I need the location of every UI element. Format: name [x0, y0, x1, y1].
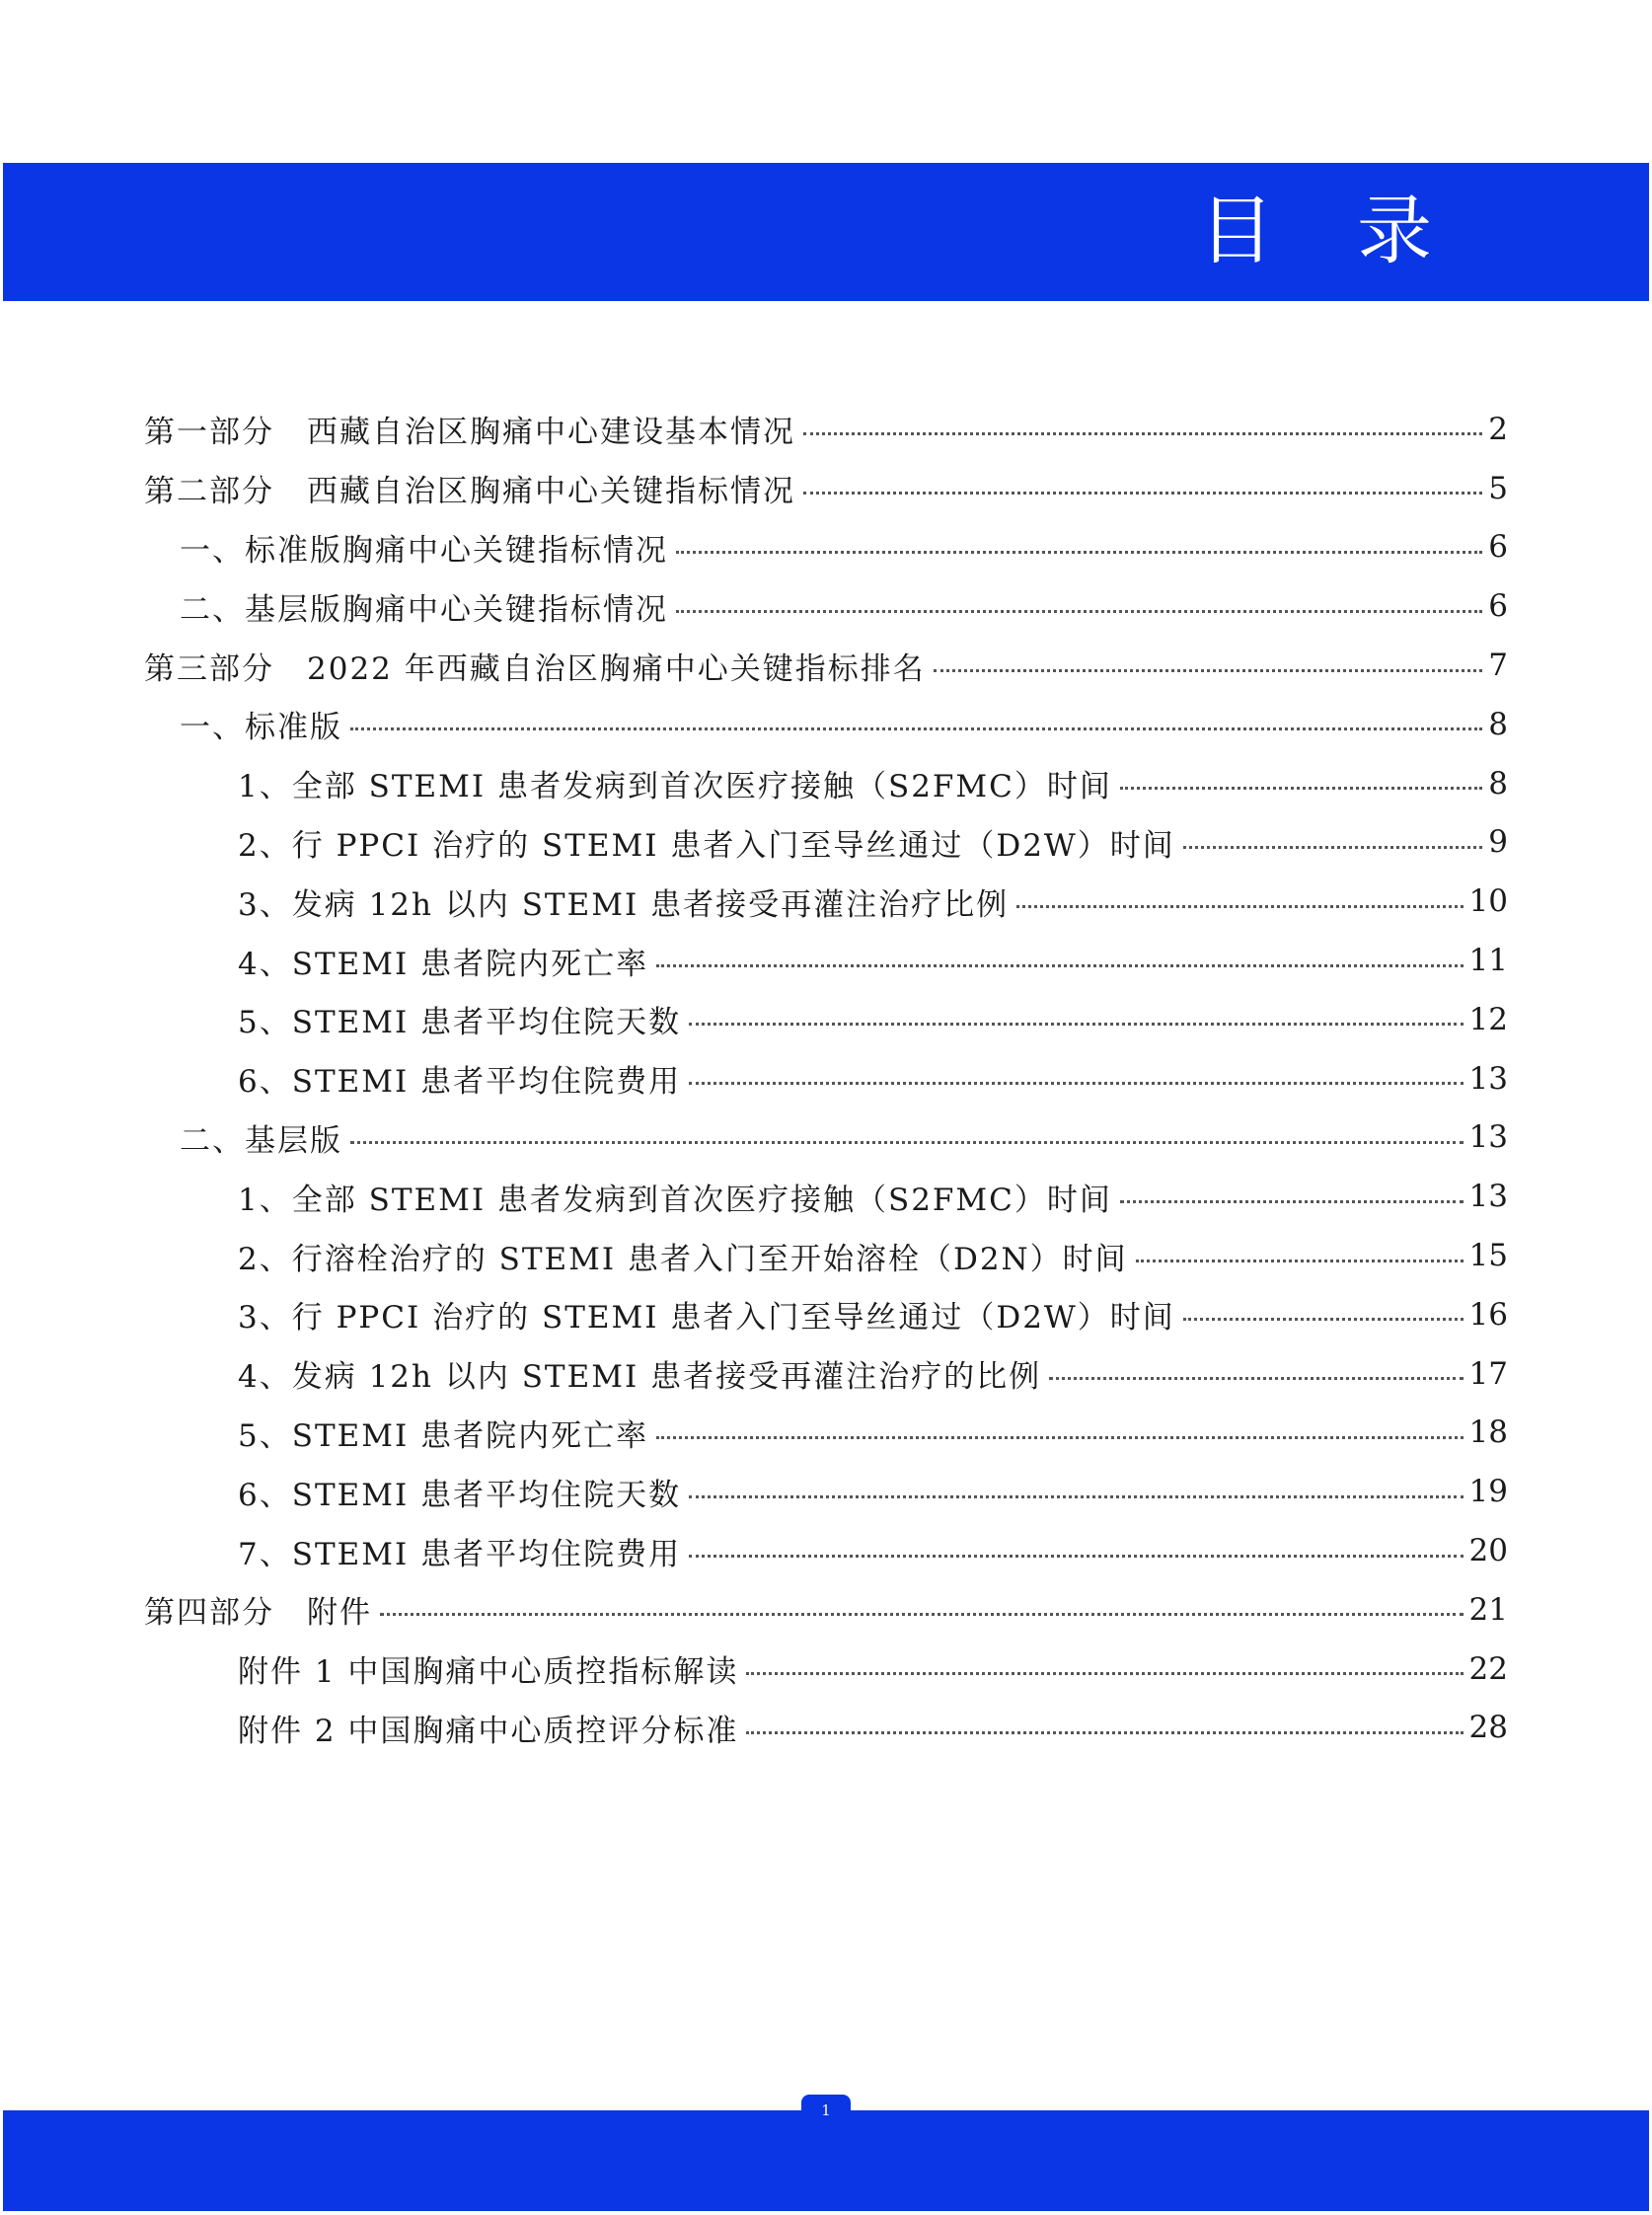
toc-dot-leader [689, 1495, 1463, 1498]
toc-dot-leader [803, 492, 1482, 495]
toc-entry-title: 7、STEMI 患者平均住院费用 [238, 1536, 682, 1572]
toc-entry[interactable] [144, 1344, 1508, 1404]
toc-entry[interactable] [144, 1285, 1508, 1344]
toc-dot-leader [1136, 1260, 1464, 1262]
toc-entry-page: 11 [1468, 943, 1508, 979]
toc-entry-title: 1、全部 STEMI 患者发病到首次医疗接触（S2FMC）时间 [238, 1182, 1112, 1218]
toc-entry[interactable] [144, 931, 1508, 990]
toc-entry-page: 13 [1468, 1119, 1508, 1156]
toc-dot-leader [803, 432, 1482, 435]
toc-entry[interactable] [144, 1167, 1508, 1226]
toc-dot-leader [350, 727, 1482, 730]
toc-entry[interactable] [144, 1699, 1508, 1758]
toc-entry-page: 12 [1468, 1001, 1508, 1037]
toc-entry[interactable] [144, 1049, 1508, 1108]
toc-entry[interactable] [144, 1580, 1508, 1640]
toc-dot-leader [656, 964, 1463, 967]
toc-dot-leader [350, 1141, 1464, 1144]
toc-entry-page: 28 [1468, 1710, 1508, 1746]
page-number: 1 [821, 2101, 831, 2119]
toc-entry[interactable] [144, 695, 1508, 754]
page-title: 目录 [1199, 187, 1515, 274]
toc-entry-title: 4、发病 12h 以内 STEMI 患者接受再灌注治疗的比例 [238, 1359, 1042, 1396]
toc-entry-page: 8 [1488, 706, 1508, 742]
toc-entry-title: 3、行 PPCI 治疗的 STEMI 患者入门至导丝通过（D2W）时间 [238, 1300, 1175, 1337]
toc-entry-page: 21 [1468, 1591, 1508, 1628]
toc-entry-title: 一、标准版 [180, 710, 342, 746]
toc-dot-leader [1120, 1200, 1464, 1203]
toc-entry-title: 第三部分 2022 年西藏自治区胸痛中心关键指标排名 [144, 650, 926, 687]
toc-entry-title: 第二部分 西藏自治区胸痛中心关键指标情况 [144, 474, 795, 510]
toc-entry-page: 17 [1468, 1355, 1508, 1392]
toc-entry-page: 22 [1468, 1650, 1508, 1687]
toc-dot-leader [689, 1555, 1463, 1558]
toc-entry[interactable] [144, 1226, 1508, 1285]
toc-dot-leader [1183, 1318, 1464, 1321]
toc-entry[interactable] [144, 1640, 1508, 1699]
toc-dot-leader [1016, 905, 1463, 908]
toc-entry-title: 一、标准版胸痛中心关键指标情况 [180, 532, 668, 569]
toc-entry-page: 5 [1488, 470, 1508, 506]
toc-entry-page: 13 [1468, 1179, 1508, 1215]
toc-entry-page: 18 [1468, 1414, 1508, 1451]
toc-entry-page: 19 [1468, 1474, 1508, 1510]
toc-entry-page: 10 [1468, 883, 1508, 920]
toc-dot-leader [746, 1731, 1463, 1734]
toc-dot-leader [689, 1023, 1463, 1026]
toc-dot-leader [689, 1082, 1463, 1085]
toc-entry-title: 6、STEMI 患者平均住院费用 [238, 1064, 682, 1101]
toc-entry-title: 二、基层版胸痛中心关键指标情况 [180, 591, 668, 628]
toc-entry[interactable] [144, 636, 1508, 695]
toc-entry-title: 二、基层版 [180, 1122, 342, 1159]
toc-dot-leader [934, 669, 1483, 672]
toc-dot-leader [1049, 1377, 1463, 1380]
toc-entry[interactable] [144, 813, 1508, 873]
toc-entry-page: 16 [1468, 1296, 1508, 1333]
toc-entry-title: 附件 2 中国胸痛中心质控评分标准 [238, 1713, 739, 1749]
toc-entry[interactable] [144, 576, 1508, 636]
toc-entry-title: 5、STEMI 患者院内死亡率 [238, 1417, 649, 1454]
toc-entry-title: 第一部分 西藏自治区胸痛中心建设基本情况 [144, 415, 795, 451]
toc-entry-title: 第四部分 附件 [144, 1595, 372, 1632]
toc-dot-leader [656, 1436, 1463, 1439]
toc-entry-page: 2 [1488, 411, 1508, 447]
toc-entry-title: 附件 1 中国胸痛中心质控指标解读 [238, 1654, 739, 1691]
toc-entry-title: 6、STEMI 患者平均住院天数 [238, 1477, 682, 1513]
toc-entry-title: 3、发病 12h 以内 STEMI 患者接受再灌注治疗比例 [238, 886, 1010, 923]
toc-entry-page: 6 [1488, 529, 1508, 566]
toc-entry[interactable] [144, 518, 1508, 577]
toc-entry[interactable] [144, 1521, 1508, 1580]
toc-entry[interactable] [144, 990, 1508, 1049]
toc-entry-title: 2、行溶栓治疗的 STEMI 患者入门至开始溶栓（D2N）时间 [238, 1241, 1128, 1277]
toc-entry-title: 5、STEMI 患者平均住院天数 [238, 1005, 682, 1041]
toc-entry[interactable] [144, 459, 1508, 518]
toc-entry-page: 15 [1468, 1238, 1508, 1274]
toc-entry-title: 1、全部 STEMI 患者发病到首次医疗接触（S2FMC）时间 [238, 769, 1112, 805]
toc-entry-page: 20 [1468, 1533, 1508, 1569]
toc-entry[interactable] [144, 754, 1508, 813]
toc-dot-leader [1120, 787, 1482, 790]
toc-entry-title: 2、行 PPCI 治疗的 STEMI 患者入门至导丝通过（D2W）时间 [238, 827, 1175, 864]
toc-entry[interactable] [144, 1462, 1508, 1521]
toc-dot-leader [676, 610, 1482, 613]
toc-entry-page: 9 [1488, 824, 1508, 861]
toc-dot-leader [380, 1613, 1464, 1616]
footer-band [3, 2110, 1649, 2211]
toc-dot-leader [746, 1672, 1463, 1675]
toc-entry[interactable] [144, 872, 1508, 931]
toc-entry-title: 4、STEMI 患者院内死亡率 [238, 946, 649, 982]
toc-entry[interactable] [144, 1108, 1508, 1168]
toc-entry[interactable] [144, 1404, 1508, 1463]
toc-dot-leader [676, 551, 1482, 554]
toc-entry-page: 13 [1468, 1060, 1508, 1097]
toc-entry-page: 8 [1488, 765, 1508, 802]
toc-dot-leader [1183, 846, 1482, 849]
table-of-contents [144, 400, 1508, 1757]
toc-entry-page: 7 [1488, 648, 1508, 684]
toc-entry[interactable] [144, 400, 1508, 459]
toc-entry-page: 6 [1488, 588, 1508, 625]
